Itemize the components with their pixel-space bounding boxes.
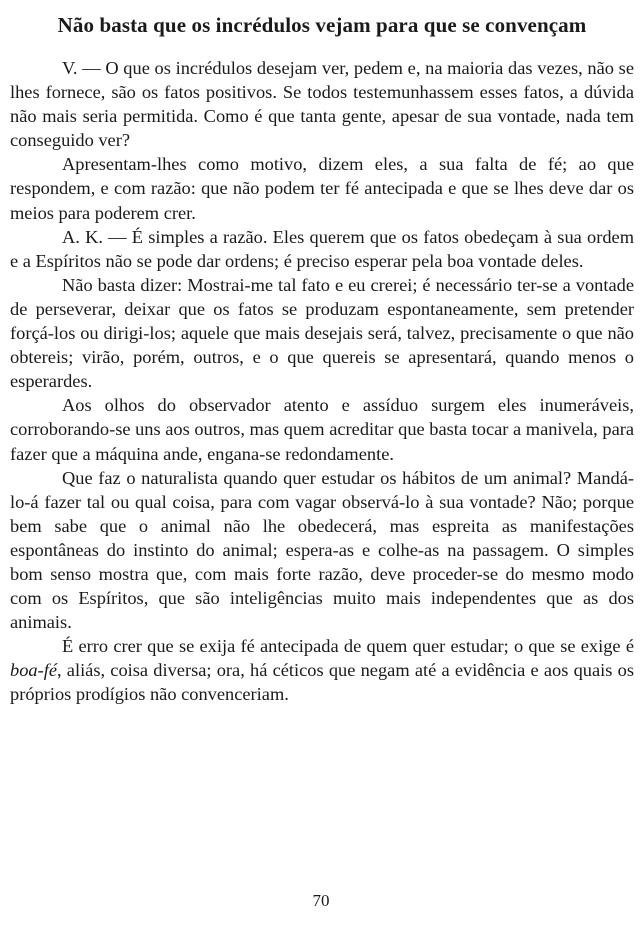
body-text: [10, 56, 634, 707]
paragraph-2: [10, 152, 634, 224]
page-number: 70: [312, 891, 330, 910]
paragraph-text: — É simples a razão. Eles querem que os fatos obedeçam à sua ordem e a Espíritos não se pode dar ordens; é preciso esperar pela boa vontade deles.: [10, 226, 635, 271]
paragraph-3: [10, 225, 634, 273]
paragraph-text: Apresentam-lhes como motivo, dizem eles, a sua falta de fé; ao que respondem, e com razão: que não podem ter fé antecipada e que se lhes deve dar os meios para poderem crer.: [10, 154, 634, 223]
speaker-label: A. K.: [62, 226, 103, 247]
paragraph-6: [10, 466, 634, 635]
paragraph-1: [10, 56, 634, 152]
paragraph-5: [10, 393, 634, 465]
emphasis-text: boa-fé: [10, 660, 57, 681]
paragraph-text: — O que os incrédulos desejam ver, pedem e, na maioria das vezes, não se lhes fornece, são os fatos positivos. Se todos testemunhassem esses fatos, a dúvida não mais seria permitida. Como é que tanta gente, apesar de sua vontade, nada tem conseguido ver?: [10, 58, 634, 151]
paragraph-text: Não basta dizer: Mostrai-me tal fato e eu crerei; é necessário ter-se a vontade de perseverar, deixar que os fatos se produzam espontaneamente, sem pretender forçá-los ou dirigi-los; aquele que mais desejais será, talvez, precisamente o que não obtereis; virão, porém, outros, e o que quereis se apresentará, quando menos o esperardes.: [10, 274, 634, 392]
paragraph-4: [10, 273, 634, 393]
book-page: [10, 0, 634, 707]
paragraph-7: [10, 634, 634, 706]
paragraph-text: Que faz o naturalista quando quer estudar os hábitos de um animal? Mandá-lo-á fazer tal ou qual coisa, para com vagar observá-lo à sua vontade? Não; porque bem sabe que o animal não lhe obedecerá, mas espreita as manifestações espontâneas do instinto do animal; espera-as e colhe-as na passagem. O simples bom senso mostra que, com mais forte razão, deve proceder-se do mesmo modo com os Espíritos, que são inteligências muito mais independentes que as dos animais.: [10, 467, 634, 633]
speaker-label: V.: [62, 58, 78, 78]
paragraph-text: É erro crer que se exija fé antecipada de quem quer estudar; o que se exige é: [62, 636, 634, 657]
paragraph-text: Aos olhos do observador atento e assíduo surgem eles inumeráveis, corroborando-se uns aos outros, mas quem acreditar que basta tocar a manivela, para fazer que a máquina ande, engana-se redondamente.: [10, 395, 635, 464]
paragraph-text: , aliás, coisa diversa; ora, há céticos que negam até a evidência e aos quais os próprios prodígios não convenceriam.: [10, 660, 634, 705]
section-heading: Não basta que os incrédulos vejam para que se convençam: [57, 13, 587, 37]
